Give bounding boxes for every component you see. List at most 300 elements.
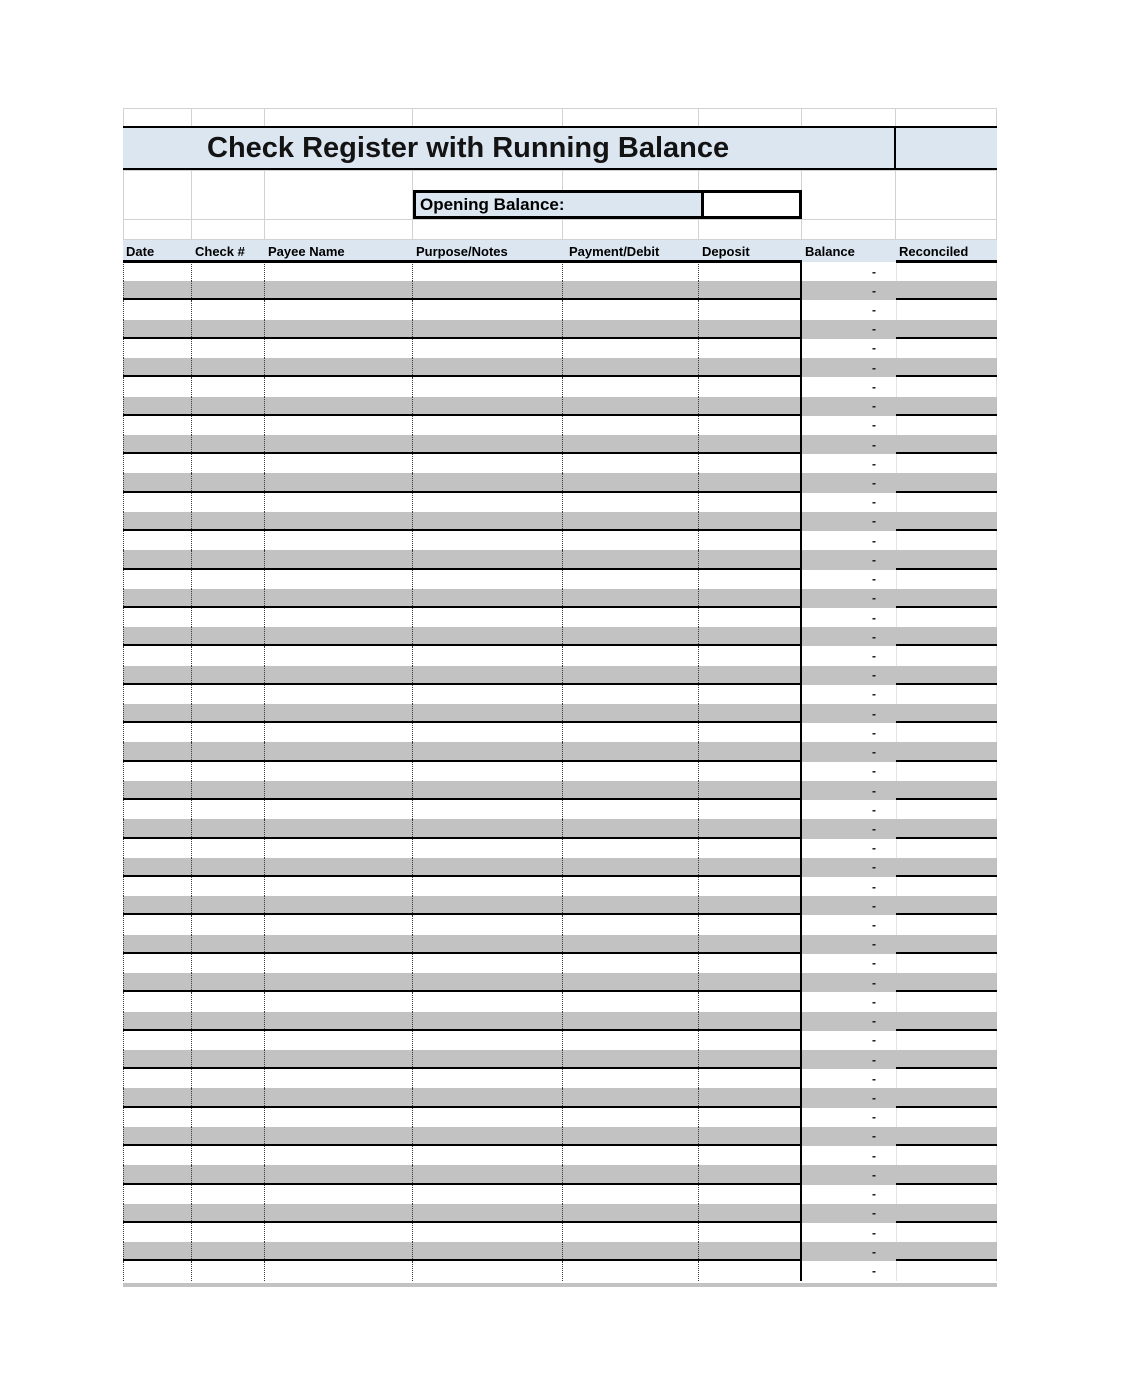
cell-payment-debit[interactable] (563, 723, 699, 742)
cell-payment-debit[interactable] (563, 320, 699, 339)
cell-deposit[interactable] (699, 935, 802, 954)
cell-reconciled[interactable] (896, 1031, 997, 1050)
cell-payment-debit[interactable] (563, 550, 699, 569)
cell-deposit[interactable] (699, 1242, 802, 1261)
cell-payee-name[interactable] (265, 646, 413, 665)
cell-purpose-notes[interactable] (413, 531, 563, 550)
cell-purpose-notes[interactable] (413, 1127, 563, 1146)
cell-check-number[interactable] (192, 1069, 265, 1088)
cell-check-number[interactable] (192, 858, 265, 877)
cell-payment-debit[interactable] (563, 1204, 699, 1223)
cell-payee-name[interactable] (265, 627, 413, 646)
cell-date[interactable] (123, 858, 192, 877)
cell-check-number[interactable] (192, 589, 265, 608)
cell-payment-debit[interactable] (563, 300, 699, 319)
cell-payee-name[interactable] (265, 1088, 413, 1107)
cell-payee-name[interactable] (265, 819, 413, 838)
cell-payee-name[interactable] (265, 742, 413, 761)
cell-payee-name[interactable] (265, 339, 413, 358)
cell-balance[interactable] (802, 1165, 896, 1184)
cell-payee-name[interactable] (265, 397, 413, 416)
cell-payment-debit[interactable] (563, 685, 699, 704)
cell-balance[interactable] (802, 1261, 896, 1280)
cell-date[interactable] (123, 1031, 192, 1050)
cell-purpose-notes[interactable] (413, 512, 563, 531)
cell-date[interactable] (123, 531, 192, 550)
cell-check-number[interactable] (192, 339, 265, 358)
cell-reconciled[interactable] (896, 781, 997, 800)
cell-deposit[interactable] (699, 1223, 802, 1242)
cell-payment-debit[interactable] (563, 704, 699, 723)
cell-reconciled[interactable] (896, 416, 997, 435)
cell-deposit[interactable] (699, 646, 802, 665)
cell-check-number[interactable] (192, 1165, 265, 1184)
cell-payment-debit[interactable] (563, 973, 699, 992)
cell-deposit[interactable] (699, 512, 802, 531)
cell-payment-debit[interactable] (563, 762, 699, 781)
cell-payee-name[interactable] (265, 1108, 413, 1127)
cell-balance[interactable] (802, 973, 896, 992)
cell-balance[interactable] (802, 416, 896, 435)
cell-payment-debit[interactable] (563, 1050, 699, 1069)
cell-payment-debit[interactable] (563, 1088, 699, 1107)
cell-reconciled[interactable] (896, 339, 997, 358)
cell-date[interactable] (123, 1050, 192, 1069)
cell-deposit[interactable] (699, 320, 802, 339)
cell-deposit[interactable] (699, 589, 802, 608)
cell-check-number[interactable] (192, 819, 265, 838)
cell-date[interactable] (123, 1204, 192, 1223)
cell-balance[interactable] (802, 454, 896, 473)
cell-date[interactable] (123, 1165, 192, 1184)
cell-deposit[interactable] (699, 493, 802, 512)
cell-check-number[interactable] (192, 435, 265, 454)
cell-payee-name[interactable] (265, 973, 413, 992)
cell-check-number[interactable] (192, 992, 265, 1011)
cell-payee-name[interactable] (265, 1012, 413, 1031)
cell-reconciled[interactable] (896, 1146, 997, 1165)
cell-check-number[interactable] (192, 877, 265, 896)
cell-payee-name[interactable] (265, 1242, 413, 1261)
cell-payee-name[interactable] (265, 435, 413, 454)
cell-deposit[interactable] (699, 1108, 802, 1127)
cell-check-number[interactable] (192, 742, 265, 761)
cell-balance[interactable] (802, 1242, 896, 1261)
cell-deposit[interactable] (699, 1185, 802, 1204)
cell-check-number[interactable] (192, 570, 265, 589)
cell-deposit[interactable] (699, 1146, 802, 1165)
cell-date[interactable] (123, 589, 192, 608)
cell-payee-name[interactable] (265, 935, 413, 954)
cell-reconciled[interactable] (896, 1204, 997, 1223)
cell-date[interactable] (123, 473, 192, 492)
cell-purpose-notes[interactable] (413, 800, 563, 819)
cell-reconciled[interactable] (896, 1108, 997, 1127)
cell-payee-name[interactable] (265, 570, 413, 589)
cell-reconciled[interactable] (896, 262, 997, 281)
cell-deposit[interactable] (699, 973, 802, 992)
cell-payee-name[interactable] (265, 666, 413, 685)
cell-payee-name[interactable] (265, 954, 413, 973)
cell-date[interactable] (123, 358, 192, 377)
cell-date[interactable] (123, 781, 192, 800)
cell-purpose-notes[interactable] (413, 1165, 563, 1184)
cell-purpose-notes[interactable] (413, 762, 563, 781)
cell-deposit[interactable] (699, 281, 802, 300)
cell-payment-debit[interactable] (563, 454, 699, 473)
cell-check-number[interactable] (192, 550, 265, 569)
cell-balance[interactable] (802, 550, 896, 569)
cell-reconciled[interactable] (896, 1012, 997, 1031)
cell-purpose-notes[interactable] (413, 954, 563, 973)
cell-date[interactable] (123, 935, 192, 954)
cell-balance[interactable] (802, 1146, 896, 1165)
cell-balance[interactable] (802, 627, 896, 646)
cell-deposit[interactable] (699, 473, 802, 492)
cell-payment-debit[interactable] (563, 935, 699, 954)
cell-deposit[interactable] (699, 531, 802, 550)
cell-date[interactable] (123, 1146, 192, 1165)
cell-balance[interactable] (802, 320, 896, 339)
cell-payee-name[interactable] (265, 723, 413, 742)
cell-payment-debit[interactable] (563, 570, 699, 589)
cell-payment-debit[interactable] (563, 1127, 699, 1146)
cell-reconciled[interactable] (896, 589, 997, 608)
cell-reconciled[interactable] (896, 627, 997, 646)
cell-check-number[interactable] (192, 935, 265, 954)
cell-balance[interactable] (802, 800, 896, 819)
cell-purpose-notes[interactable] (413, 608, 563, 627)
cell-check-number[interactable] (192, 377, 265, 396)
cell-payment-debit[interactable] (563, 627, 699, 646)
cell-balance[interactable] (802, 608, 896, 627)
cell-balance[interactable] (802, 377, 896, 396)
cell-date[interactable] (123, 570, 192, 589)
cell-balance[interactable] (802, 935, 896, 954)
cell-payee-name[interactable] (265, 781, 413, 800)
cell-reconciled[interactable] (896, 1242, 997, 1261)
cell-balance[interactable] (802, 512, 896, 531)
cell-deposit[interactable] (699, 800, 802, 819)
cell-date[interactable] (123, 512, 192, 531)
cell-payment-debit[interactable] (563, 1146, 699, 1165)
cell-date[interactable] (123, 262, 192, 281)
cell-purpose-notes[interactable] (413, 435, 563, 454)
cell-check-number[interactable] (192, 397, 265, 416)
cell-purpose-notes[interactable] (413, 454, 563, 473)
cell-balance[interactable] (802, 1223, 896, 1242)
cell-payee-name[interactable] (265, 512, 413, 531)
cell-purpose-notes[interactable] (413, 627, 563, 646)
cell-reconciled[interactable] (896, 1050, 997, 1069)
cell-deposit[interactable] (699, 339, 802, 358)
cell-purpose-notes[interactable] (413, 819, 563, 838)
cell-deposit[interactable] (699, 1031, 802, 1050)
cell-purpose-notes[interactable] (413, 858, 563, 877)
cell-reconciled[interactable] (896, 704, 997, 723)
cell-balance[interactable] (802, 570, 896, 589)
cell-reconciled[interactable] (896, 819, 997, 838)
cell-payment-debit[interactable] (563, 992, 699, 1011)
cell-payee-name[interactable] (265, 1050, 413, 1069)
cell-payment-debit[interactable] (563, 1108, 699, 1127)
cell-deposit[interactable] (699, 1088, 802, 1107)
cell-date[interactable] (123, 800, 192, 819)
cell-payment-debit[interactable] (563, 839, 699, 858)
cell-payee-name[interactable] (265, 896, 413, 915)
cell-balance[interactable] (802, 358, 896, 377)
cell-date[interactable] (123, 973, 192, 992)
cell-reconciled[interactable] (896, 397, 997, 416)
cell-check-number[interactable] (192, 608, 265, 627)
cell-payment-debit[interactable] (563, 493, 699, 512)
cell-date[interactable] (123, 493, 192, 512)
cell-check-number[interactable] (192, 454, 265, 473)
cell-date[interactable] (123, 742, 192, 761)
cell-deposit[interactable] (699, 819, 802, 838)
cell-balance[interactable] (802, 666, 896, 685)
cell-reconciled[interactable] (896, 320, 997, 339)
cell-payee-name[interactable] (265, 762, 413, 781)
cell-deposit[interactable] (699, 742, 802, 761)
cell-reconciled[interactable] (896, 1261, 997, 1280)
cell-check-number[interactable] (192, 685, 265, 704)
cell-reconciled[interactable] (896, 281, 997, 300)
cell-payee-name[interactable] (265, 685, 413, 704)
cell-purpose-notes[interactable] (413, 320, 563, 339)
cell-balance[interactable] (802, 1050, 896, 1069)
cell-date[interactable] (123, 281, 192, 300)
cell-balance[interactable] (802, 1185, 896, 1204)
cell-check-number[interactable] (192, 1050, 265, 1069)
cell-balance[interactable] (802, 915, 896, 934)
cell-payee-name[interactable] (265, 1127, 413, 1146)
cell-purpose-notes[interactable] (413, 704, 563, 723)
cell-purpose-notes[interactable] (413, 896, 563, 915)
cell-reconciled[interactable] (896, 473, 997, 492)
cell-purpose-notes[interactable] (413, 1204, 563, 1223)
cell-payment-debit[interactable] (563, 858, 699, 877)
cell-payee-name[interactable] (265, 877, 413, 896)
cell-check-number[interactable] (192, 704, 265, 723)
cell-payee-name[interactable] (265, 416, 413, 435)
cell-date[interactable] (123, 954, 192, 973)
cell-purpose-notes[interactable] (413, 281, 563, 300)
cell-reconciled[interactable] (896, 493, 997, 512)
cell-date[interactable] (123, 454, 192, 473)
cell-payment-debit[interactable] (563, 1223, 699, 1242)
cell-deposit[interactable] (699, 550, 802, 569)
cell-payee-name[interactable] (265, 1165, 413, 1184)
cell-payee-name[interactable] (265, 1223, 413, 1242)
cell-balance[interactable] (802, 877, 896, 896)
cell-payment-debit[interactable] (563, 608, 699, 627)
cell-reconciled[interactable] (896, 992, 997, 1011)
cell-payee-name[interactable] (265, 839, 413, 858)
cell-date[interactable] (123, 992, 192, 1011)
cell-deposit[interactable] (699, 762, 802, 781)
cell-purpose-notes[interactable] (413, 1185, 563, 1204)
cell-payment-debit[interactable] (563, 819, 699, 838)
cell-check-number[interactable] (192, 646, 265, 665)
cell-date[interactable] (123, 666, 192, 685)
cell-reconciled[interactable] (896, 1088, 997, 1107)
cell-balance[interactable] (802, 992, 896, 1011)
cell-date[interactable] (123, 435, 192, 454)
cell-balance[interactable] (802, 1031, 896, 1050)
cell-purpose-notes[interactable] (413, 1242, 563, 1261)
cell-payee-name[interactable] (265, 1031, 413, 1050)
cell-reconciled[interactable] (896, 877, 997, 896)
cell-date[interactable] (123, 762, 192, 781)
cell-balance[interactable] (802, 589, 896, 608)
cell-reconciled[interactable] (896, 1185, 997, 1204)
cell-deposit[interactable] (699, 454, 802, 473)
cell-reconciled[interactable] (896, 685, 997, 704)
cell-reconciled[interactable] (896, 1127, 997, 1146)
cell-check-number[interactable] (192, 358, 265, 377)
cell-payment-debit[interactable] (563, 1069, 699, 1088)
cell-date[interactable] (123, 723, 192, 742)
cell-reconciled[interactable] (896, 915, 997, 934)
cell-deposit[interactable] (699, 781, 802, 800)
cell-reconciled[interactable] (896, 1165, 997, 1184)
cell-check-number[interactable] (192, 1031, 265, 1050)
cell-payee-name[interactable] (265, 1069, 413, 1088)
cell-balance[interactable] (802, 493, 896, 512)
cell-reconciled[interactable] (896, 935, 997, 954)
cell-date[interactable] (123, 627, 192, 646)
cell-deposit[interactable] (699, 839, 802, 858)
cell-payment-debit[interactable] (563, 877, 699, 896)
cell-payment-debit[interactable] (563, 800, 699, 819)
cell-deposit[interactable] (699, 666, 802, 685)
cell-purpose-notes[interactable] (413, 781, 563, 800)
cell-check-number[interactable] (192, 493, 265, 512)
cell-payee-name[interactable] (265, 858, 413, 877)
cell-purpose-notes[interactable] (413, 570, 563, 589)
cell-deposit[interactable] (699, 300, 802, 319)
cell-payment-debit[interactable] (563, 954, 699, 973)
cell-balance[interactable] (802, 704, 896, 723)
cell-payee-name[interactable] (265, 800, 413, 819)
cell-payment-debit[interactable] (563, 915, 699, 934)
cell-date[interactable] (123, 377, 192, 396)
cell-check-number[interactable] (192, 973, 265, 992)
cell-reconciled[interactable] (896, 762, 997, 781)
cell-payment-debit[interactable] (563, 1242, 699, 1261)
cell-check-number[interactable] (192, 1088, 265, 1107)
cell-purpose-notes[interactable] (413, 666, 563, 685)
cell-reconciled[interactable] (896, 742, 997, 761)
cell-balance[interactable] (802, 473, 896, 492)
cell-payee-name[interactable] (265, 377, 413, 396)
cell-balance[interactable] (802, 281, 896, 300)
cell-payment-debit[interactable] (563, 1012, 699, 1031)
cell-deposit[interactable] (699, 704, 802, 723)
cell-payee-name[interactable] (265, 473, 413, 492)
cell-date[interactable] (123, 1088, 192, 1107)
cell-deposit[interactable] (699, 416, 802, 435)
cell-purpose-notes[interactable] (413, 935, 563, 954)
cell-balance[interactable] (802, 262, 896, 281)
cell-date[interactable] (123, 915, 192, 934)
cell-reconciled[interactable] (896, 646, 997, 665)
cell-purpose-notes[interactable] (413, 397, 563, 416)
cell-balance[interactable] (802, 742, 896, 761)
cell-deposit[interactable] (699, 858, 802, 877)
cell-payment-debit[interactable] (563, 1165, 699, 1184)
cell-balance[interactable] (802, 646, 896, 665)
cell-payee-name[interactable] (265, 300, 413, 319)
cell-reconciled[interactable] (896, 300, 997, 319)
cell-date[interactable] (123, 1069, 192, 1088)
cell-purpose-notes[interactable] (413, 1146, 563, 1165)
cell-purpose-notes[interactable] (413, 742, 563, 761)
cell-payee-name[interactable] (265, 915, 413, 934)
cell-date[interactable] (123, 1185, 192, 1204)
cell-payee-name[interactable] (265, 531, 413, 550)
cell-purpose-notes[interactable] (413, 1069, 563, 1088)
cell-purpose-notes[interactable] (413, 377, 563, 396)
cell-reconciled[interactable] (896, 1069, 997, 1088)
cell-deposit[interactable] (699, 397, 802, 416)
cell-payee-name[interactable] (265, 589, 413, 608)
cell-reconciled[interactable] (896, 512, 997, 531)
cell-payee-name[interactable] (265, 493, 413, 512)
cell-payment-debit[interactable] (563, 416, 699, 435)
cell-deposit[interactable] (699, 435, 802, 454)
cell-purpose-notes[interactable] (413, 839, 563, 858)
cell-check-number[interactable] (192, 262, 265, 281)
cell-payee-name[interactable] (265, 550, 413, 569)
cell-payee-name[interactable] (265, 1261, 413, 1280)
cell-balance[interactable] (802, 723, 896, 742)
cell-reconciled[interactable] (896, 570, 997, 589)
cell-purpose-notes[interactable] (413, 262, 563, 281)
cell-check-number[interactable] (192, 781, 265, 800)
cell-date[interactable] (123, 1127, 192, 1146)
cell-deposit[interactable] (699, 954, 802, 973)
cell-payment-debit[interactable] (563, 646, 699, 665)
cell-balance[interactable] (802, 1012, 896, 1031)
cell-reconciled[interactable] (896, 454, 997, 473)
cell-reconciled[interactable] (896, 608, 997, 627)
cell-deposit[interactable] (699, 570, 802, 589)
cell-payment-debit[interactable] (563, 281, 699, 300)
cell-date[interactable] (123, 397, 192, 416)
cell-reconciled[interactable] (896, 973, 997, 992)
cell-payment-debit[interactable] (563, 339, 699, 358)
cell-purpose-notes[interactable] (413, 300, 563, 319)
cell-reconciled[interactable] (896, 377, 997, 396)
cell-payment-debit[interactable] (563, 473, 699, 492)
cell-check-number[interactable] (192, 896, 265, 915)
cell-deposit[interactable] (699, 877, 802, 896)
cell-date[interactable] (123, 1223, 192, 1242)
cell-purpose-notes[interactable] (413, 1261, 563, 1280)
cell-check-number[interactable] (192, 512, 265, 531)
cell-payment-debit[interactable] (563, 358, 699, 377)
cell-date[interactable] (123, 704, 192, 723)
cell-check-number[interactable] (192, 1204, 265, 1223)
cell-balance[interactable] (802, 896, 896, 915)
cell-purpose-notes[interactable] (413, 1108, 563, 1127)
cell-payee-name[interactable] (265, 454, 413, 473)
cell-payee-name[interactable] (265, 358, 413, 377)
cell-date[interactable] (123, 819, 192, 838)
cell-payment-debit[interactable] (563, 896, 699, 915)
